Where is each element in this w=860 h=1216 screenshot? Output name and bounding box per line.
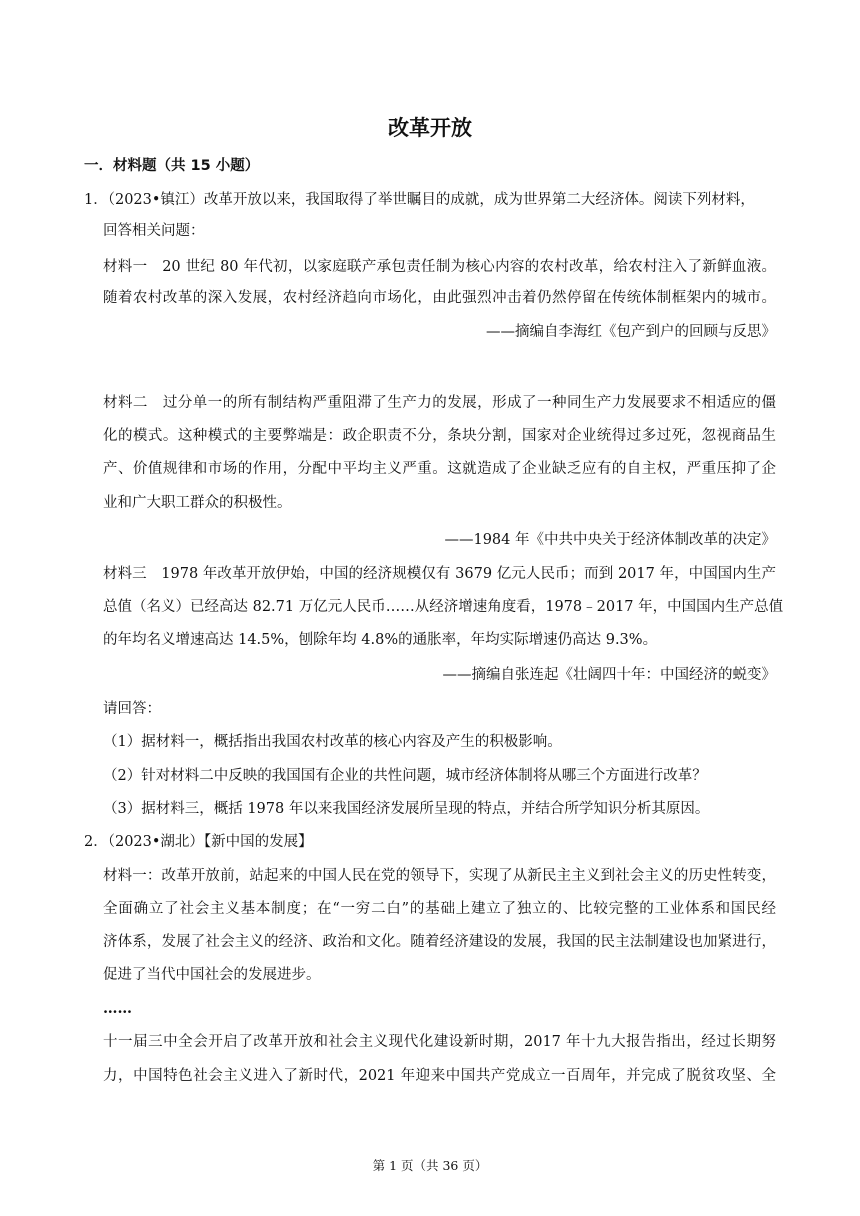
- material-1-text: 材料一 20 世纪 80 年代初，以家庭联产承包责任制为核心内容的农村改革，给农村注入了新鲜血液。: [103, 259, 776, 275]
- ellipsis: ……: [103, 1000, 132, 1017]
- material-3-text: 总值（名义）已经高达 82.71 万亿元人民币……从经济增速角度看，1978﹣2017 年，中国国内生产总值: [103, 599, 784, 615]
- material-2-text: 材料二 过分单一的所有制结构严重阻滞了生产力的发展，形成了一种同生产力发展要求不相适应的僵: [103, 395, 776, 411]
- sub-question-3: （3）据材料三，概括 1978 年以来我国经济发展所呈现的特点，并结合所学知识分析其原因。: [103, 801, 710, 817]
- material-1-source: ——摘编自李海红《包产到户的回顾与反思》: [486, 324, 776, 340]
- q2-paragraph: 力，中国特色社会主义进入了新时代，2021 年迎来中国共产党成立一百周年，并完成了脱贫攻坚、全: [103, 1068, 776, 1084]
- material-3-text: 材料三 1978 年改革开放伊始，中国的经济规模仅有 3679 亿元人民币；而到 2017 年，中国国内生产: [103, 566, 776, 582]
- material-2-text: 化的模式。这种模式的主要弊端是：政企职责不分，条块分割，国家对企业统得过多过死，忽视商品生: [103, 428, 776, 444]
- question-1-prompt: 请回答：: [103, 701, 161, 717]
- sub-question-1: （1）据材料一，概括指出我国农村改革的核心内容及产生的积极影响。: [103, 734, 562, 750]
- material-3-text: 的年均名义增速高达 14.5%，刨除年均 4.8%的通胀率，年均实际增速仍高达 9.3%。: [103, 632, 658, 648]
- section-heading: 一．材料题（共 15 小题）: [84, 158, 260, 174]
- material-1-text: 随着农村改革的深入发展，农村经济趋向市场化，由此强烈冲击着仍然停留在传统体制框架内的城市。: [103, 290, 776, 306]
- question-1-stem: 1．（2023•镇江）改革开放以来，我国取得了举世瞩目的成就，成为世界第二大经济体。阅读下列材料，: [84, 192, 755, 208]
- q2-material-1-text: 济体系，发展了社会主义的经济、政治和文化。随着经济建设的发展，我国的民主法制建设也加紧进行，: [103, 934, 776, 950]
- question-1-stem-cont: 回答相关问题：: [103, 223, 205, 239]
- material-3-source: ——摘编自张连起《壮阔四十年：中国经济的蜕变》: [442, 667, 776, 683]
- q2-paragraph: 十一届三中全会开启了改革开放和社会主义现代化建设新时期，2017 年十九大报告指出，经过长期努: [103, 1034, 776, 1050]
- sub-question-2: （2）针对材料二中反映的我国国有企业的共性问题，城市经济体制将从哪三个方面进行改革？: [103, 768, 707, 784]
- q2-material-1-text: 全面确立了社会主义基本制度；在“一穷二白”的基础上建立了独立的、比较完整的工业体系和国民经: [103, 901, 776, 917]
- material-2-source: ——1984 年《中共中央关于经济体制改革的决定》: [444, 532, 776, 548]
- question-2-stem: 2．（2023•湖北）【新中国的发展】: [84, 834, 313, 850]
- page-title: 改革开放: [388, 116, 472, 140]
- material-2-text: 业和广大职工群众的积极性。: [103, 495, 292, 511]
- page-footer: 第 1 页（共 36 页）: [372, 1158, 488, 1173]
- q2-material-1-text: 促进了当代中国社会的发展进步。: [103, 967, 321, 983]
- q2-material-1-text: 材料一：改革开放前，站起来的中国人民在党的领导下，实现了从新民主主义到社会主义的历史性转变，: [103, 868, 776, 884]
- material-2-text: 产、价值规律和市场的作用，分配中平均主义严重。这就造成了企业缺乏应有的自主权，严重压抑了企: [103, 461, 776, 477]
